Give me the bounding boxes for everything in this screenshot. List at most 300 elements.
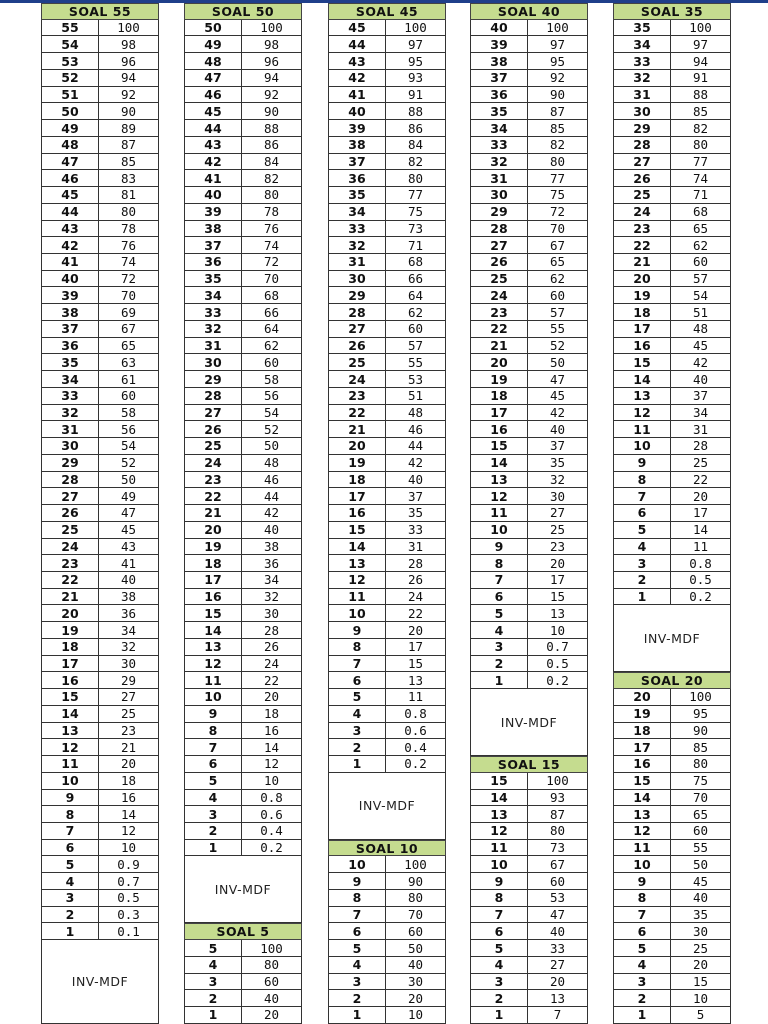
table-row (470, 639, 588, 656)
score-cell: 58 (263, 371, 280, 387)
table-row (328, 672, 446, 689)
table-row (41, 605, 159, 622)
correct-count-cell: 11 (42, 756, 99, 772)
table-row (470, 120, 588, 137)
table-row (470, 53, 588, 70)
correct-count-cell: 7 (471, 907, 528, 923)
correct-count-cell: 9 (471, 873, 528, 889)
table-row (613, 990, 731, 1007)
table-row (613, 1007, 731, 1024)
table-row (470, 221, 588, 238)
correct-count-cell: 12 (471, 823, 528, 839)
correct-count-cell: 31 (329, 254, 386, 270)
score-cell: 100 (689, 689, 712, 705)
correct-count-cell: 10 (329, 856, 386, 872)
score-cell: 80 (407, 170, 424, 186)
correct-count-cell: 4 (471, 622, 528, 638)
score-cell: 20 (549, 555, 566, 571)
score-cell: 25 (692, 940, 709, 956)
score-cell: 77 (692, 153, 709, 169)
correct-count-cell: 25 (471, 271, 528, 287)
correct-count-cell: 36 (329, 170, 386, 186)
table-row (328, 354, 446, 371)
correct-count-cell: 17 (329, 488, 386, 504)
table-row (613, 36, 731, 53)
score-cell: 20 (263, 1007, 280, 1023)
table-row (184, 137, 302, 154)
score-cell: 85 (692, 739, 709, 755)
table-row (41, 823, 159, 840)
correct-count-cell: 32 (329, 237, 386, 253)
score-cell: 60 (263, 973, 280, 989)
table-row (470, 472, 588, 489)
correct-count-cell: 30 (185, 354, 242, 370)
score-cell: 75 (549, 187, 566, 203)
table-row (470, 438, 588, 455)
correct-count-cell: 37 (329, 154, 386, 170)
score-cell: 73 (407, 220, 424, 236)
score-cell: 33 (549, 940, 566, 956)
table-row (328, 287, 446, 304)
table-row (470, 371, 588, 388)
correct-count-cell: 10 (614, 856, 671, 872)
correct-count-cell: 38 (185, 221, 242, 237)
score-cell: 7 (553, 1007, 562, 1023)
score-cell: 20 (692, 957, 709, 973)
correct-count-cell: 47 (42, 154, 99, 170)
correct-count-cell: 42 (329, 70, 386, 86)
table-row (613, 304, 731, 321)
score-cell: 36 (120, 605, 137, 621)
correct-count-cell: 4 (329, 957, 386, 973)
score-cell: 85 (692, 103, 709, 119)
correct-count-cell: 36 (471, 87, 528, 103)
table-row (328, 20, 446, 37)
correct-count-cell: 21 (185, 505, 242, 521)
score-cell: 74 (120, 254, 137, 270)
score-cell: 68 (407, 254, 424, 270)
table-row (613, 739, 731, 756)
score-cell: 55 (407, 354, 424, 370)
table-row (470, 907, 588, 924)
table-row (41, 388, 159, 405)
table-row (41, 287, 159, 304)
score-cell: 47 (120, 505, 137, 521)
correct-count-cell: 20 (614, 689, 671, 705)
score-cell: 60 (549, 873, 566, 889)
table-row (41, 36, 159, 53)
correct-count-cell: 37 (471, 70, 528, 86)
correct-count-cell: 4 (42, 873, 99, 889)
table-row (470, 856, 588, 873)
score-cell: 15 (692, 973, 709, 989)
table-row (613, 371, 731, 388)
table-row (41, 773, 159, 790)
correct-count-cell: 35 (185, 271, 242, 287)
score-cell: 30 (692, 923, 709, 939)
score-cell: 17 (692, 505, 709, 521)
correct-count-cell: 23 (329, 388, 386, 404)
table-row (328, 856, 446, 873)
score-cell: 24 (407, 589, 424, 605)
score-cell: 65 (692, 220, 709, 236)
score-cell: 40 (263, 522, 280, 538)
score-cell: 18 (263, 706, 280, 722)
table-row (41, 438, 159, 455)
correct-count-cell: 38 (329, 137, 386, 153)
table-row (184, 354, 302, 371)
correct-count-cell: 13 (185, 639, 242, 655)
score-cell: 97 (407, 36, 424, 52)
table-row (328, 555, 446, 572)
correct-count-cell: 2 (185, 823, 242, 839)
table-row (328, 421, 446, 438)
soal-15-header: SOAL 15 (470, 756, 588, 773)
correct-count-cell: 17 (42, 656, 99, 672)
correct-count-cell: 43 (329, 53, 386, 69)
table-row (41, 254, 159, 271)
table-row (328, 689, 446, 706)
correct-count-cell: 6 (614, 505, 671, 521)
table-row (184, 823, 302, 840)
table-row (41, 505, 159, 522)
score-cell: 34 (263, 572, 280, 588)
score-cell: 100 (689, 20, 712, 36)
correct-count-cell: 44 (42, 204, 99, 220)
table-row (184, 204, 302, 221)
score-cell: 55 (549, 321, 566, 337)
table-row (613, 539, 731, 556)
table-row (41, 806, 159, 823)
score-cell: 37 (692, 388, 709, 404)
score-cell: 20 (549, 973, 566, 989)
table-row (184, 170, 302, 187)
table-row (470, 790, 588, 807)
table-row (184, 405, 302, 422)
score-cell: 70 (692, 789, 709, 805)
correct-count-cell: 45 (185, 103, 242, 119)
table-row (184, 1007, 302, 1024)
table-row (41, 321, 159, 338)
table-row (184, 271, 302, 288)
score-cell: 40 (549, 421, 566, 437)
correct-count-cell: 7 (471, 572, 528, 588)
score-cell: 60 (692, 823, 709, 839)
score-cell: 87 (549, 806, 566, 822)
correct-count-cell: 11 (614, 840, 671, 856)
correct-count-cell: 52 (42, 70, 99, 86)
score-cell: 12 (263, 756, 280, 772)
table-row (184, 87, 302, 104)
table-row (328, 539, 446, 556)
correct-count-cell: 23 (185, 472, 242, 488)
correct-count-cell: 29 (185, 371, 242, 387)
table-row (41, 790, 159, 807)
score-cell: 50 (407, 940, 424, 956)
table-row (184, 304, 302, 321)
inv-mdf-label: INV-MDF (41, 940, 159, 1024)
column-3 (328, 3, 446, 1024)
correct-count-cell: 10 (614, 438, 671, 454)
correct-count-cell: 23 (614, 221, 671, 237)
table-row (470, 589, 588, 606)
score-cell: 71 (407, 237, 424, 253)
table-row (470, 974, 588, 991)
score-cell: 80 (549, 153, 566, 169)
score-cell: 80 (120, 204, 137, 220)
inv-mdf-label: INV-MDF (613, 605, 731, 672)
correct-count-cell: 3 (471, 974, 528, 990)
table-row (470, 137, 588, 154)
score-cell: 50 (549, 354, 566, 370)
score-cell: 65 (549, 254, 566, 270)
correct-count-cell: 3 (471, 639, 528, 655)
score-cell: 22 (263, 672, 280, 688)
table-row (328, 36, 446, 53)
correct-count-cell: 28 (471, 221, 528, 237)
table-row (613, 706, 731, 723)
correct-count-cell: 13 (42, 723, 99, 739)
table-row (184, 990, 302, 1007)
column-5 (613, 3, 731, 1024)
score-cell: 88 (263, 120, 280, 136)
table-row (613, 907, 731, 924)
table-row (184, 421, 302, 438)
score-cell: 40 (407, 471, 424, 487)
score-cell: 10 (549, 622, 566, 638)
score-cell: 82 (263, 170, 280, 186)
correct-count-cell: 2 (329, 990, 386, 1006)
correct-count-cell: 34 (42, 371, 99, 387)
table-row (41, 488, 159, 505)
score-cell: 93 (407, 70, 424, 86)
score-cell: 0.4 (260, 823, 283, 839)
score-cell: 70 (263, 271, 280, 287)
score-cell: 76 (263, 220, 280, 236)
correct-count-cell: 8 (185, 723, 242, 739)
table-row (41, 840, 159, 857)
table-row (184, 539, 302, 556)
score-cell: 90 (263, 103, 280, 119)
score-cell: 70 (407, 907, 424, 923)
score-cell: 44 (263, 488, 280, 504)
score-cell: 54 (263, 404, 280, 420)
correct-count-cell: 28 (185, 388, 242, 404)
score-cell: 42 (263, 505, 280, 521)
score-cell: 20 (120, 756, 137, 772)
score-cell: 91 (692, 70, 709, 86)
correct-count-cell: 6 (329, 923, 386, 939)
table-row (41, 689, 159, 706)
score-cell: 0.5 (117, 890, 140, 906)
table-row (470, 656, 588, 673)
correct-count-cell: 13 (329, 555, 386, 571)
score-cell: 86 (263, 137, 280, 153)
table-row (328, 639, 446, 656)
correct-count-cell: 1 (329, 1007, 386, 1023)
score-cell: 94 (692, 53, 709, 69)
table-row (613, 890, 731, 907)
table-row (470, 823, 588, 840)
score-cell: 89 (120, 120, 137, 136)
score-cell: 66 (407, 271, 424, 287)
score-cell: 13 (549, 990, 566, 1006)
score-cell: 0.6 (404, 722, 427, 738)
score-cell: 72 (549, 204, 566, 220)
table-row (184, 672, 302, 689)
score-cell: 16 (120, 789, 137, 805)
score-cell: 53 (407, 371, 424, 387)
correct-count-cell: 10 (471, 522, 528, 538)
table-row (470, 237, 588, 254)
correct-count-cell: 15 (471, 438, 528, 454)
score-cell: 73 (549, 840, 566, 856)
correct-count-cell: 22 (185, 488, 242, 504)
score-cell: 97 (549, 36, 566, 52)
correct-count-cell: 22 (471, 321, 528, 337)
correct-count-cell: 13 (471, 806, 528, 822)
score-cell: 96 (263, 53, 280, 69)
correct-count-cell: 12 (329, 572, 386, 588)
score-cell: 20 (263, 689, 280, 705)
table-row (184, 957, 302, 974)
table-row (41, 354, 159, 371)
correct-count-cell: 38 (471, 53, 528, 69)
correct-count-cell: 2 (471, 656, 528, 672)
table-row (184, 254, 302, 271)
correct-count-cell: 18 (329, 472, 386, 488)
correct-count-cell: 33 (614, 53, 671, 69)
table-row (613, 555, 731, 572)
correct-count-cell: 18 (614, 304, 671, 320)
correct-count-cell: 23 (471, 304, 528, 320)
correct-count-cell: 15 (471, 773, 528, 789)
score-cell: 88 (407, 103, 424, 119)
score-cell: 45 (692, 338, 709, 354)
score-cell: 100 (260, 20, 283, 36)
score-cell: 45 (549, 388, 566, 404)
table-row (328, 321, 446, 338)
correct-count-cell: 51 (42, 87, 99, 103)
correct-count-cell: 20 (329, 438, 386, 454)
score-cell: 74 (692, 170, 709, 186)
score-cell: 13 (549, 605, 566, 621)
table-row (184, 438, 302, 455)
table-row (613, 254, 731, 271)
correct-count-cell: 22 (42, 572, 99, 588)
score-cell: 76 (120, 237, 137, 253)
correct-count-cell: 5 (329, 940, 386, 956)
table-row (613, 940, 731, 957)
score-cell: 90 (407, 873, 424, 889)
table-row (470, 539, 588, 556)
table-row (328, 53, 446, 70)
correct-count-cell: 6 (471, 589, 528, 605)
correct-count-cell: 37 (42, 321, 99, 337)
correct-count-cell: 5 (614, 522, 671, 538)
correct-count-cell: 34 (471, 120, 528, 136)
table-row (328, 70, 446, 87)
table-row (41, 120, 159, 137)
correct-count-cell: 29 (42, 455, 99, 471)
table-row (613, 204, 731, 221)
correct-count-cell: 36 (42, 338, 99, 354)
column-1 (41, 3, 159, 1024)
score-cell: 72 (120, 271, 137, 287)
table-row (328, 254, 446, 271)
correct-count-cell: 17 (185, 572, 242, 588)
table-row (328, 204, 446, 221)
table-row (470, 87, 588, 104)
score-cell: 83 (120, 170, 137, 186)
score-cell: 21 (120, 739, 137, 755)
table-row (613, 773, 731, 790)
correct-count-cell: 14 (185, 622, 242, 638)
score-cell: 62 (692, 237, 709, 253)
score-cell: 51 (407, 388, 424, 404)
table-row (41, 204, 159, 221)
table-row (41, 405, 159, 422)
table-row (184, 36, 302, 53)
table-row (470, 957, 588, 974)
table-row (41, 539, 159, 556)
score-cell: 52 (549, 338, 566, 354)
score-cell: 70 (120, 287, 137, 303)
table-row (328, 154, 446, 171)
score-cell: 5 (696, 1007, 705, 1023)
soal-10-header: SOAL 10 (328, 840, 446, 857)
score-cell: 40 (120, 572, 137, 588)
correct-count-cell: 5 (329, 689, 386, 705)
correct-count-cell: 44 (329, 36, 386, 52)
score-cell: 14 (263, 739, 280, 755)
correct-count-cell: 50 (185, 20, 242, 36)
soal-35-header: SOAL 35 (613, 3, 731, 20)
score-cell: 80 (692, 756, 709, 772)
correct-count-cell: 11 (614, 421, 671, 437)
score-cell: 30 (263, 605, 280, 621)
score-cell: 0.9 (117, 856, 140, 872)
table-row (184, 221, 302, 238)
correct-count-cell: 26 (185, 421, 242, 437)
correct-count-cell: 32 (614, 70, 671, 86)
score-cell: 80 (263, 187, 280, 203)
correct-count-cell: 27 (185, 405, 242, 421)
table-row (328, 873, 446, 890)
table-row (328, 589, 446, 606)
correct-count-cell: 10 (471, 856, 528, 872)
score-cell: 35 (692, 907, 709, 923)
table-row (613, 522, 731, 539)
table-row (41, 187, 159, 204)
score-cell: 42 (407, 455, 424, 471)
table-row (328, 388, 446, 405)
table-row (328, 221, 446, 238)
table-row (41, 907, 159, 924)
score-cell: 29 (120, 672, 137, 688)
score-cell: 37 (549, 438, 566, 454)
soal-5-header: SOAL 5 (184, 923, 302, 940)
correct-count-cell: 42 (185, 154, 242, 170)
correct-count-cell: 30 (329, 271, 386, 287)
correct-count-cell: 14 (329, 539, 386, 555)
correct-count-cell: 32 (42, 405, 99, 421)
table-row (470, 505, 588, 522)
correct-count-cell: 4 (471, 957, 528, 973)
correct-count-cell: 14 (42, 706, 99, 722)
table-row (328, 338, 446, 355)
correct-count-cell: 16 (42, 672, 99, 688)
